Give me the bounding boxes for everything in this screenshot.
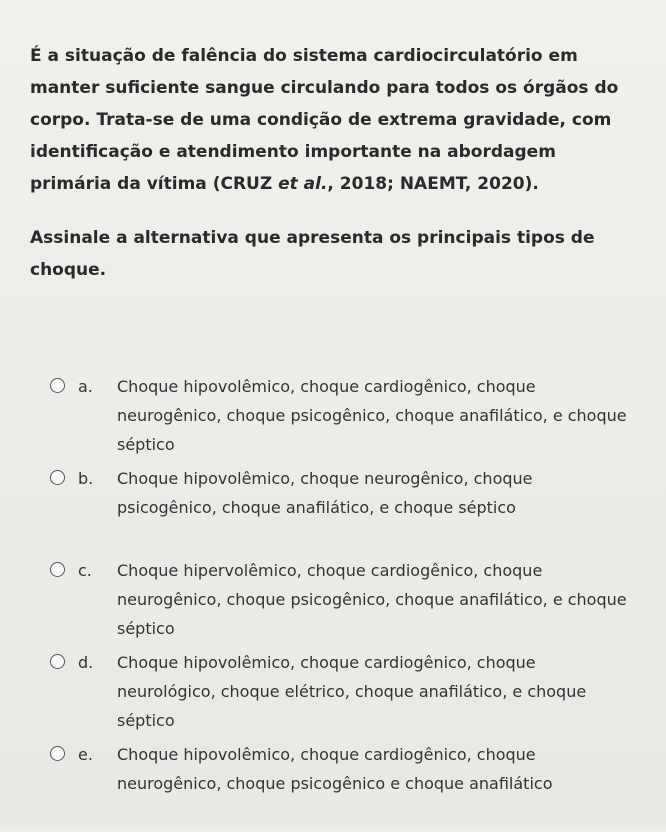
question-context bbox=[30, 40, 642, 200]
option-e-text[interactable]: Choque hipovolêmico, choque cardiogênico, choque neurogênico, choque psicogênico e choque anafilático bbox=[117, 745, 553, 793]
option-a-radio[interactable] bbox=[50, 378, 65, 393]
option-a-letter: a. bbox=[78, 377, 93, 396]
option-d[interactable] bbox=[0, 648, 666, 740]
option-d-text[interactable]: Choque hipovolêmico, choque cardiogênico, choque neurológico, choque elétrico, choque anafilático, e choque séptico bbox=[117, 653, 587, 730]
option-c-radio[interactable] bbox=[50, 562, 65, 577]
context-text-end: , 2018; NAEMT, 2020). bbox=[327, 174, 539, 194]
option-c-letter: c. bbox=[78, 561, 92, 580]
option-d-radio[interactable] bbox=[50, 654, 65, 669]
option-b-radio[interactable] bbox=[50, 470, 65, 485]
option-b-text[interactable]: Choque hipovolêmico, choque neurogênico, choque psicogênico, choque anafilático, e choque séptico bbox=[117, 469, 533, 517]
answer-options bbox=[0, 372, 666, 832]
context-text-start: É a situação de falência do sistema cardiocirculatório em manter suficiente sangue circulando para todos os órgãos do corpo. Trata-se de uma condição de extrema gravidade, com identificação e atendimento importante na abordagem primária da vítima (CRUZ bbox=[30, 46, 619, 194]
option-a[interactable] bbox=[0, 372, 666, 464]
context-text-italic: et al. bbox=[278, 174, 328, 194]
option-a-text[interactable]: Choque hipovolêmico, choque cardiogênico, choque neurogênico, choque psicogênico, choque anafilático, e choque séptico bbox=[117, 377, 627, 454]
option-c[interactable] bbox=[0, 556, 666, 648]
option-b-letter: b. bbox=[78, 469, 94, 488]
option-d-letter: d. bbox=[78, 653, 94, 672]
option-e[interactable] bbox=[0, 740, 666, 832]
option-c-text[interactable]: Choque hipervolêmico, choque cardiogênico, choque neurogênico, choque psicogênico, choque anafilático, e choque séptico bbox=[117, 561, 627, 638]
question-prompt: Assinale a alternativa que apresenta os principais tipos de choque. bbox=[30, 228, 595, 280]
option-b[interactable] bbox=[0, 464, 666, 556]
option-e-letter: e. bbox=[78, 745, 93, 764]
option-e-radio[interactable] bbox=[50, 746, 65, 761]
